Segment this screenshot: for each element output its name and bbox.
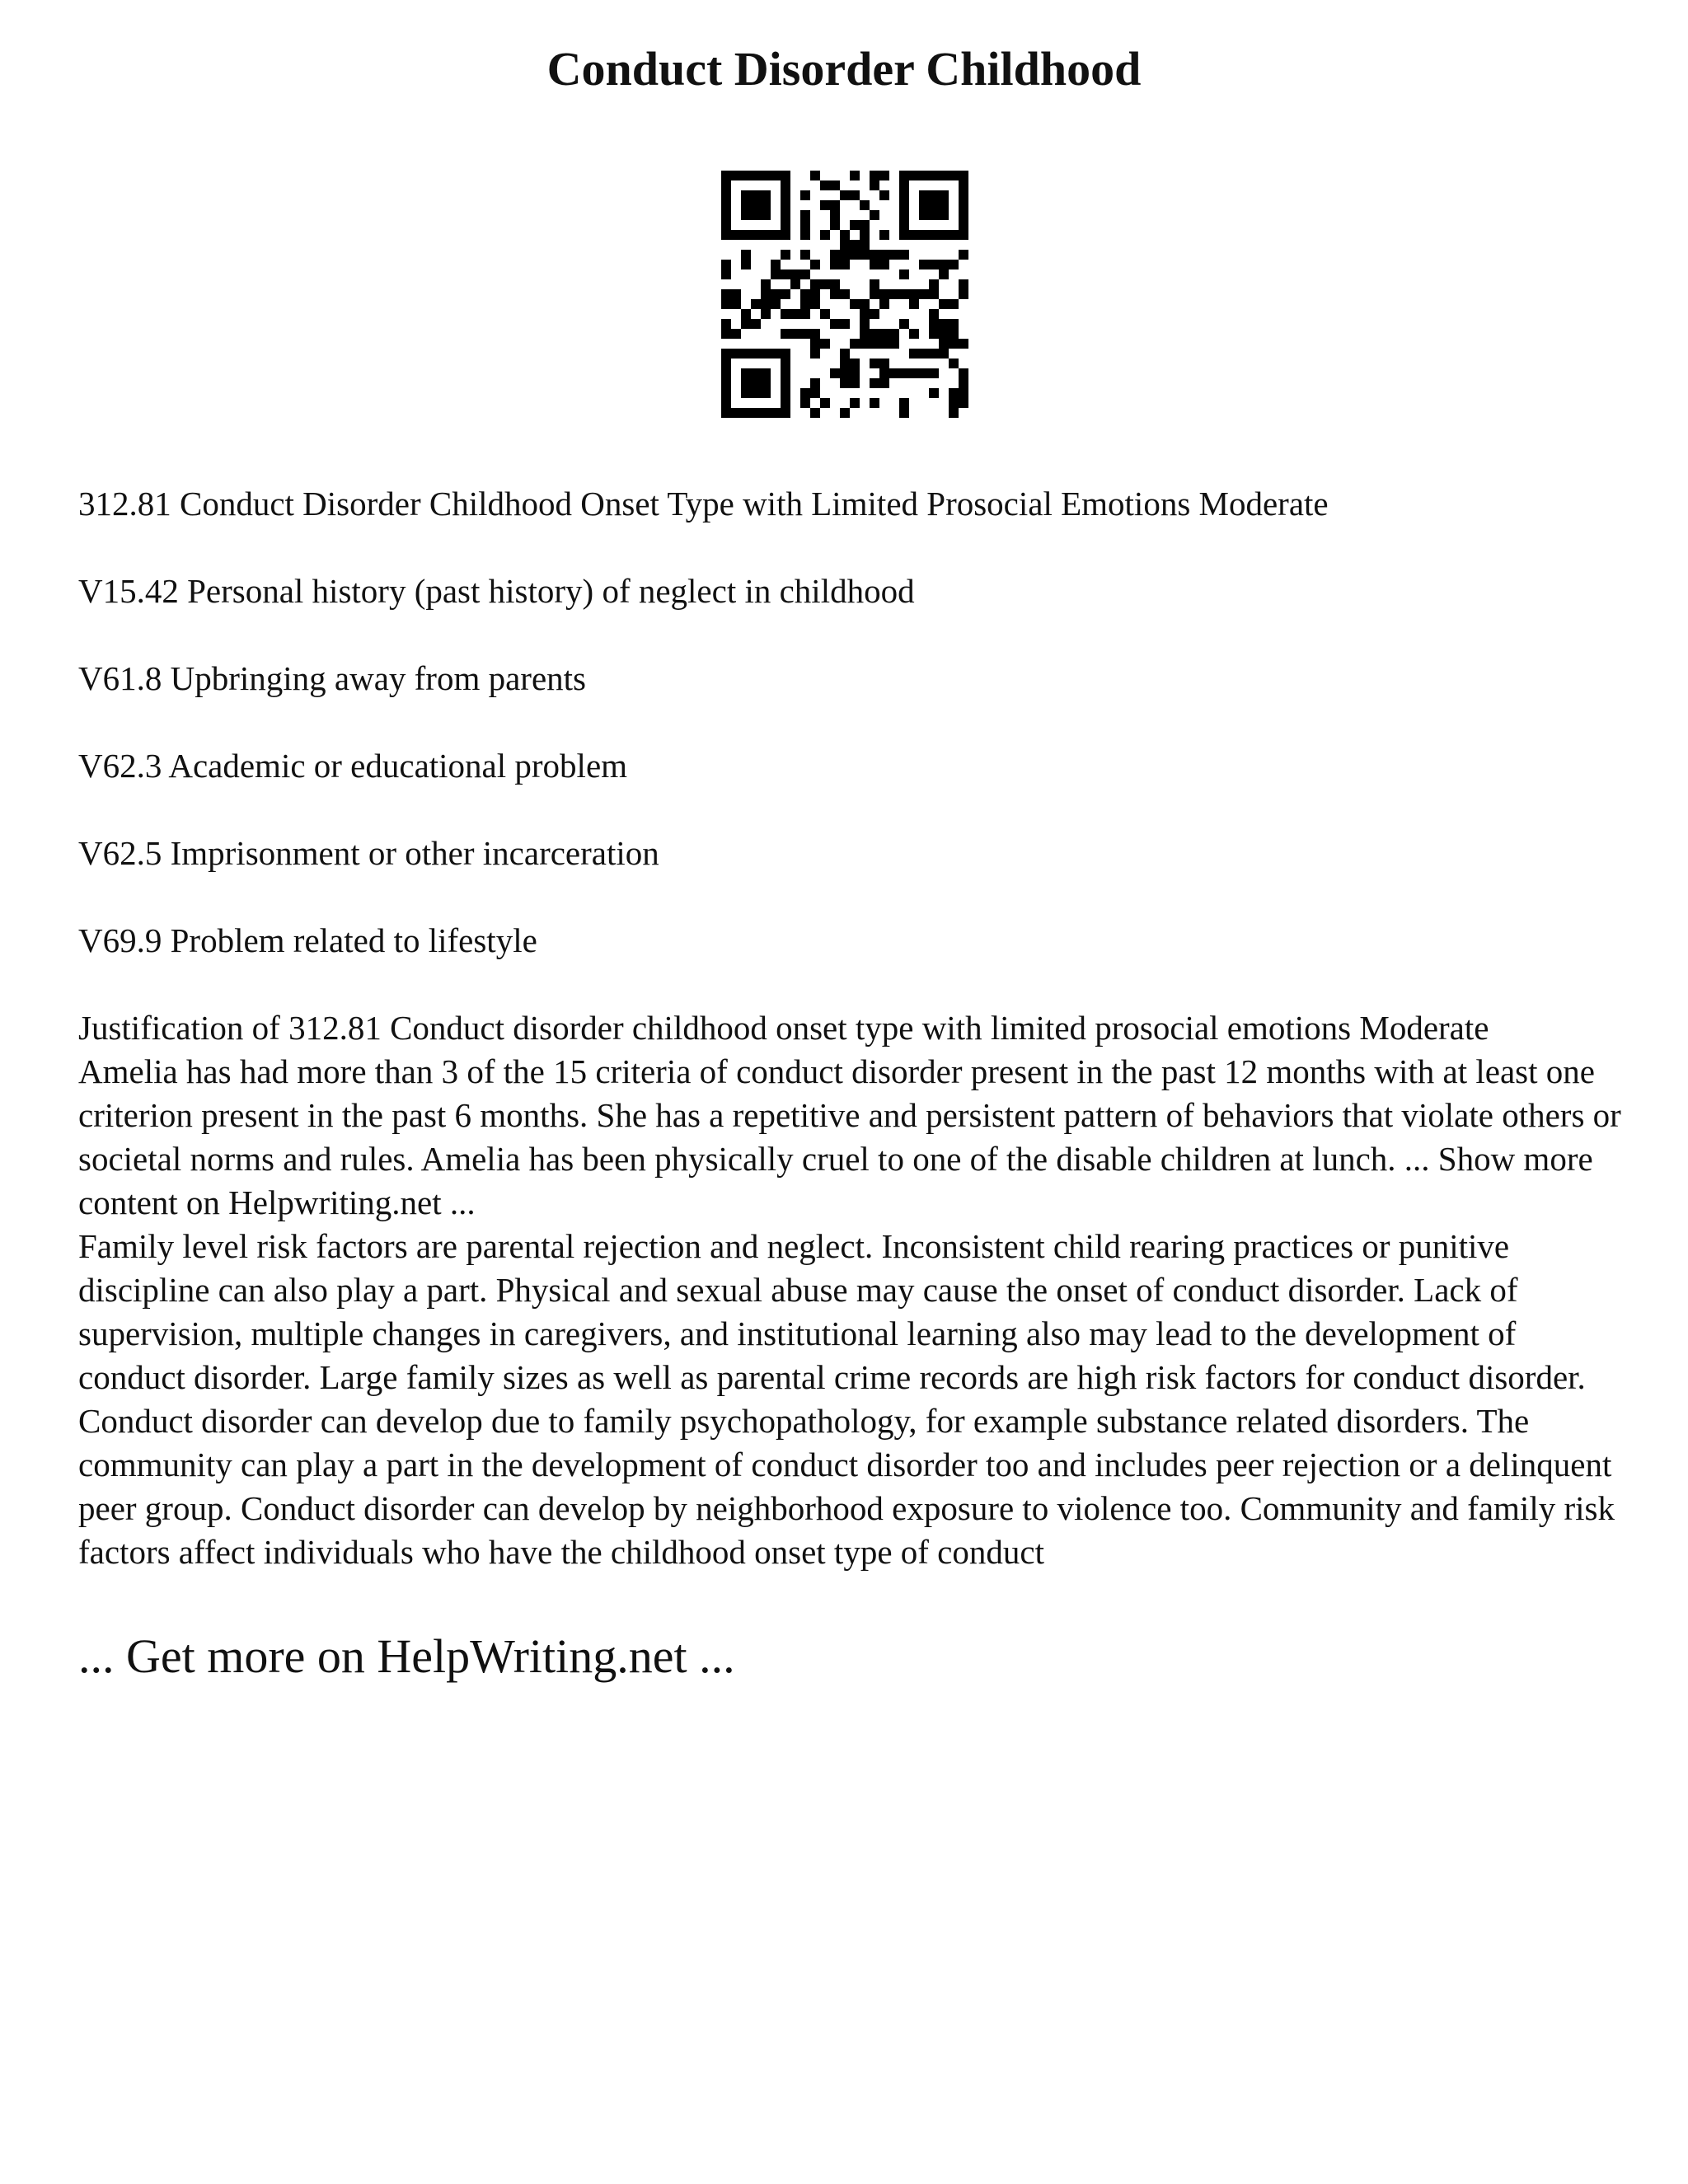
qr-code-graphic bbox=[721, 171, 968, 418]
diagnosis-line: 312.81 Conduct Disorder Childhood Onset Type with Limited Prosocial Emotions Moderate bbox=[78, 485, 1329, 523]
risk-factors-paragraph: Family level risk factors are parental rejection and neglect. Inconsistent child rearing practices or punitive discipline can also play a part. Physical and sexual abuse may cause the onset of conduct disorder. Lack of supervision, multiple changes in caregivers, and institutional learning also may lead to the development of conduct disorder. Large family sizes as well as parental crime records are high risk factors for conduct disorder. Conduct disorder can develop due to family psychopathology, for example substance related disorders. The community can play a part in the development of conduct disorder too and includes peer rejection or a delinquent peer group. Conduct disorder can develop by neighborhood exposure to violence too. Community and family risk factors affect individuals who have the childhood onset type of conduct bbox=[78, 1227, 1615, 1571]
get-more-link[interactable]: ... Get more on HelpWriting.net ... bbox=[78, 1629, 735, 1683]
diagnosis-line: V62.3 Academic or educational problem bbox=[78, 747, 628, 785]
diagnosis-line: V61.8 Upbringing away from parents bbox=[78, 659, 587, 697]
document-body bbox=[78, 482, 1628, 1690]
justification-heading: Justification of 312.81 Conduct disorder childhood onset type with limited prosocial emotions Moderate bbox=[78, 1009, 1489, 1047]
justification-paragraph: Amelia has had more than 3 of the 15 criteria of conduct disorder present in the past 12 months with at least one criterion present in the past 6 months. She has a repetitive and persistent pattern of behaviors that violate others or societal norms and rules. Amelia has been physically cruel to one of the disable children at lunch. ... Show more content on Helpwriting.net ... bbox=[78, 1052, 1621, 1221]
diagnosis-line: V62.5 Imprisonment or other incarceration bbox=[78, 834, 659, 872]
page-title: Conduct Disorder Childhood bbox=[546, 42, 1142, 96]
qr-code bbox=[721, 171, 968, 418]
diagnosis-line: V15.42 Personal history (past history) of neglect in childhood bbox=[78, 572, 915, 610]
diagnosis-line: V69.9 Problem related to lifestyle bbox=[78, 921, 537, 959]
